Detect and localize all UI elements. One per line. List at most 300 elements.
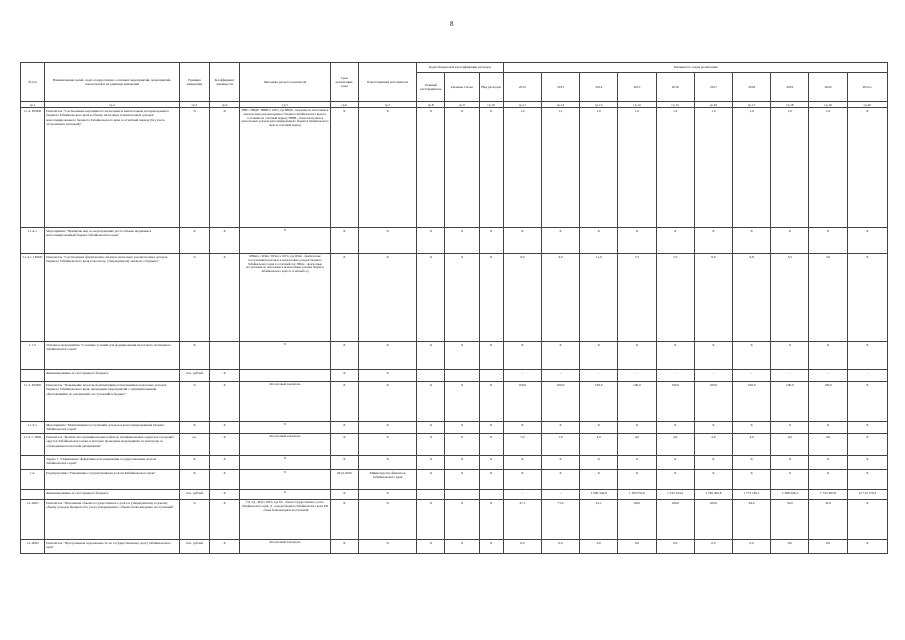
row-cell: X [210, 370, 240, 382]
row-cell: 11,9 [580, 254, 618, 342]
row-cell: X [503, 228, 541, 254]
row-cell: 1 796 400,8 [694, 490, 732, 500]
row-cell: X [809, 342, 847, 370]
row-cell: X [809, 228, 847, 254]
table-row [21, 108, 888, 228]
row-cell: X [210, 422, 240, 434]
row-cell: X [358, 228, 416, 254]
row-number [21, 370, 45, 382]
row-name: Показатель "Соотношение недоимки по налоговым и неналоговым доходам краевого бюджета Забайкальского края к объему налоговых и неналоговых доходов консолидированного бюджета Забайкальского края за отчетный период (без учета отсроченных платежей)" [45, 108, 180, 228]
row-cell: X [541, 456, 579, 470]
row-cell: - [809, 370, 847, 382]
column-number: гр.13 [580, 102, 618, 108]
row-cell: X [541, 422, 579, 434]
table-row [21, 456, 888, 470]
row-cell [417, 370, 445, 382]
row-cell: X [580, 342, 618, 370]
row-cell: X [771, 470, 809, 490]
row-cell: X [358, 434, 416, 456]
row-cell: 100,0 [656, 382, 694, 422]
row-cell: Абсолютный показатель [240, 540, 331, 554]
header-total: Итого [847, 73, 887, 102]
row-cell: X [330, 500, 358, 540]
row-number: 1.2.1П02 [21, 540, 45, 554]
row-cell: 7,2 [618, 254, 656, 342]
header-no: № п/п [21, 63, 45, 102]
row-cell: X [358, 500, 416, 540]
row-cell: - [656, 370, 694, 382]
row-cell: 2014-2020 [330, 470, 358, 490]
row-cell: X [847, 434, 887, 456]
row-cell: X [479, 342, 503, 370]
header-year: 2018 [733, 73, 771, 102]
row-number: 1.1.5.1. [21, 422, 45, 434]
row-cell: - [847, 370, 887, 382]
header-year: 2016 [656, 73, 694, 102]
column-number: гр.15 [656, 102, 694, 108]
row-cell: 4,0 [809, 434, 847, 456]
row-cell: 1 723 483,9 [809, 490, 847, 500]
row-cell: X [847, 254, 887, 342]
row-cell: 1,0 [541, 434, 579, 456]
row-cell: X [179, 342, 209, 370]
row-cell: 0,0 [503, 540, 541, 554]
row-cell: 7,0 [656, 254, 694, 342]
header-name: Наименование целей, задач, подпрограмм, основных мероприятий, мероприятий, показателей и их единицы измерения [45, 63, 180, 102]
row-cell: X [580, 456, 618, 470]
row-cell: X [580, 470, 618, 490]
row-cell: 1,0 [694, 108, 732, 228]
row-cell: ГД / (Д - БП) x 100%, где ГД - объем государственного долга Забайкальского края; Д - доходы бюджета Забайкальского края; БП - объем безвозмездных поступлений [240, 500, 331, 540]
table-body [21, 108, 888, 554]
row-cell: X [445, 254, 479, 342]
row-cell: 9,0 [541, 254, 579, 342]
row-cell [445, 370, 479, 382]
row-cell: - [694, 370, 732, 382]
row-cell: 4,0 [580, 434, 618, 456]
row-cell: X [847, 422, 887, 434]
column-number: гр.3 [179, 102, 209, 108]
header-bc-target: Целевая статья [445, 73, 479, 102]
row-cell: X [330, 490, 358, 500]
column-number: гр.19 [809, 102, 847, 108]
row-cell: X [417, 456, 445, 470]
row-cell: % [179, 382, 209, 422]
row-cell: X [503, 422, 541, 434]
row-cell: X [240, 342, 331, 370]
row-cell: 100,0 [618, 382, 656, 422]
column-number: гр.20 [847, 102, 887, 108]
header-weight: Коэффициент значимости [210, 63, 240, 102]
row-cell: X [733, 422, 771, 434]
row-cell: 1,2 [503, 108, 541, 228]
table-row [21, 342, 888, 370]
row-cell: 100,0 [503, 382, 541, 422]
header-bc-type: Вид расходов [479, 73, 503, 102]
row-cell: X [417, 500, 445, 540]
row-cell: - [541, 490, 579, 500]
header-bc-admin: Главный распорядитель [417, 73, 445, 102]
row-cell: - [503, 370, 541, 382]
header-year: 2019 [771, 73, 809, 102]
row-cell: 0,0 [733, 540, 771, 554]
row-cell: 2 288 526,2 [771, 490, 809, 500]
row-cell: X [479, 456, 503, 470]
row-cell: НН6 = ННД6 / ННВ6 x 100%, где ННД6 - недоимка по налоговым и неналоговым доходам краевого бюджета Забайкальского края по состоянию на отчетный период; ННВ6 - объем налоговых и неналоговых доходов консолидированного бюджета Забайкальского края за отчетный период [240, 108, 331, 228]
row-cell: X [210, 470, 240, 490]
row-cell: X [580, 422, 618, 434]
row-cell: X [618, 470, 656, 490]
row-number: 1.1.4.1. [21, 228, 45, 254]
row-cell: X [733, 228, 771, 254]
row-cell: - [733, 370, 771, 382]
page-number: 8 [450, 20, 454, 28]
row-cell: X [733, 342, 771, 370]
row-cell: X [733, 470, 771, 490]
row-cell: X [847, 540, 887, 554]
row-cell: - [771, 370, 809, 382]
row-cell: X [479, 540, 503, 554]
row-cell: 9,0 [503, 254, 541, 342]
row-cell: X [210, 108, 240, 228]
row-name: Мероприятие "Мобилизация поступлений доходов в консолидированный бюджет Забайкальского края" [45, 422, 180, 434]
row-cell: X [417, 228, 445, 254]
row-cell: 1,0 [771, 108, 809, 228]
row-cell: X [240, 470, 331, 490]
row-cell: 1,0 [656, 108, 694, 228]
row-cell: 12 712 179,3 [847, 490, 887, 500]
row-cell: тыс. рублей [179, 540, 209, 554]
row-cell: X [358, 108, 416, 228]
column-number: гр.10 [479, 102, 503, 108]
row-cell: X [809, 456, 847, 470]
row-cell: X [445, 540, 479, 554]
header-year: 2017 [694, 73, 732, 102]
row-cell: X [240, 456, 331, 470]
row-cell: тыс. рублей [179, 490, 209, 500]
row-cell: 71,0 [541, 500, 579, 540]
row-cell: - [541, 370, 579, 382]
row-name: Показатель "Отношение объема государственного долга к утвержденному годовому объему доходов бюджета без учета утвержденного объема безвозмездных поступлений" [45, 500, 180, 540]
row-cell: X [445, 342, 479, 370]
row-cell: X [210, 254, 240, 342]
row-cell: X [179, 422, 209, 434]
row-cell: Абсолютный показатель [240, 382, 331, 422]
row-cell: X [656, 470, 694, 490]
column-number: гр.8 [417, 102, 445, 108]
row-cell: X [330, 370, 358, 382]
row-name: Показатель "Просроченная задолженность по государственному долгу Забайкальского края" [45, 540, 180, 554]
row-cell: X [240, 490, 331, 500]
header-year: 2015 [618, 73, 656, 102]
row-cell: X [656, 228, 694, 254]
row-cell: X [618, 422, 656, 434]
row-cell [210, 342, 240, 370]
row-cell: X [445, 434, 479, 456]
row-cell: X [417, 540, 445, 554]
row-cell: ед. [179, 434, 209, 456]
row-cell: X [210, 456, 240, 470]
row-cell: X [771, 456, 809, 470]
row-cell: X [771, 422, 809, 434]
row-cell: 1,0 [618, 108, 656, 228]
row-number: 1.2. [21, 470, 45, 490]
column-number: гр.1 [21, 102, 45, 108]
column-number: гр.16 [694, 102, 732, 108]
row-number [21, 490, 45, 500]
table-row [21, 490, 888, 500]
row-cell: X [179, 228, 209, 254]
row-cell: X [417, 434, 445, 456]
row-cell: Министерство финансов Забайкальского края [358, 470, 416, 490]
row-cell: X [445, 422, 479, 434]
row-cell: X [479, 108, 503, 228]
row-cell: X [847, 456, 887, 470]
row-cell: 100,0 [809, 382, 847, 422]
row-cell: X [210, 434, 240, 456]
row-cell: X [656, 342, 694, 370]
row-cell: X [847, 342, 887, 370]
row-cell: X [694, 422, 732, 434]
row-cell: тыс. рублей [179, 370, 209, 382]
row-cell: X [330, 540, 358, 554]
row-cell: X [847, 108, 887, 228]
row-cell: 100,0 [694, 382, 732, 422]
row-cell: X [847, 470, 887, 490]
table-row [21, 382, 888, 422]
row-cell: X [417, 382, 445, 422]
row-cell: X [847, 500, 887, 540]
row-cell: X [618, 228, 656, 254]
table-row [21, 422, 888, 434]
row-cell: X [330, 108, 358, 228]
row-cell: X [179, 456, 209, 470]
row-cell: 32,0 [771, 500, 809, 540]
row-cell: X [330, 422, 358, 434]
row-cell: X [479, 500, 503, 540]
row-cell: 7,0 [503, 434, 541, 456]
row-cell: 1,0 [809, 108, 847, 228]
column-number: гр.12 [541, 102, 579, 108]
row-cell: ФНпнп = ФЗнп / ППнп x 100%, где ФЗнп - фактические поступления налоговых и неналоговых доходов бюджета Забайкальского края за отчетный год; ППнп - прогнозные поступления по налоговым и неналоговым доходам бюджета Забайкальского края за отчетный год [240, 254, 331, 342]
row-cell: X [330, 434, 358, 456]
row-cell: - [503, 490, 541, 500]
table-row [21, 434, 888, 456]
header-unit: Единица измерения [179, 63, 209, 102]
row-cell: X [358, 254, 416, 342]
row-cell: - [580, 370, 618, 382]
header-executor: Ответственный исполнитель [358, 63, 416, 102]
row-cell: 0,0 [771, 540, 809, 554]
row-cell: 4,0 [656, 434, 694, 456]
row-name: Мероприятие "Принятие мер по недопущению роста объема недоимки в консолидированный бюджет Забайкальского края" [45, 228, 180, 254]
row-cell: X [240, 422, 331, 434]
row-cell: X [809, 470, 847, 490]
header-year: 2012 [503, 73, 541, 102]
row-name: Основное мероприятие "Создание условий для формирования налогового потенциала Забайкальского края" [45, 342, 180, 370]
row-cell: 91,1 [580, 500, 618, 540]
row-cell: X [479, 228, 503, 254]
row-cell: X [694, 342, 732, 370]
program-indicators-table [20, 62, 888, 554]
row-cell: X [210, 500, 240, 540]
row-name: Задача 1. "Повышение эффективности управления государственным долгом Забайкальского края" [45, 456, 180, 470]
row-cell: X [417, 342, 445, 370]
column-number: гр.14 [618, 102, 656, 108]
column-number: гр.2 [45, 102, 180, 108]
column-number: гр.9 [445, 102, 479, 108]
row-cell [479, 370, 503, 382]
row-cell: 1 772 195,1 [733, 490, 771, 500]
row-cell: 47,1 [503, 500, 541, 540]
row-cell: X [694, 470, 732, 490]
header-values-title: Значения по годам реализации [503, 63, 887, 73]
column-number: гр.17 [733, 102, 771, 108]
row-cell: X [809, 422, 847, 434]
row-cell: 0,0 [694, 540, 732, 554]
row-cell: X [618, 456, 656, 470]
row-cell [417, 490, 445, 500]
table-row [21, 370, 888, 382]
row-cell: X [179, 470, 209, 490]
row-cell: X [445, 500, 479, 540]
row-cell: 6,8 [733, 254, 771, 342]
column-number: гр.18 [771, 102, 809, 108]
row-number: 1.1.4.1. ПОМ1 [21, 254, 45, 342]
row-cell: X [445, 470, 479, 490]
row-cell: 1,0 [733, 108, 771, 228]
row-cell: X [210, 382, 240, 422]
row-cell: X [445, 382, 479, 422]
row-name: Показатель "Соотношение фактических объемов налоговых и неналоговых доходов бюджета Забайкальского края к прогнозу, утвержденному законом о бюджете" [45, 254, 180, 342]
row-cell: X [330, 254, 358, 342]
row-cell: X [847, 228, 887, 254]
row-cell: 100,0 [694, 500, 732, 540]
row-cell: - [618, 370, 656, 382]
header-year: 2020 [809, 73, 847, 102]
row-cell: % [179, 108, 209, 228]
row-cell: 100,0 [541, 382, 579, 422]
row-cell: X [771, 228, 809, 254]
row-cell: 4,0 [733, 434, 771, 456]
row-cell: 0,0 [580, 540, 618, 554]
column-number: гр.11 [503, 102, 541, 108]
row-cell: X [240, 228, 331, 254]
row-cell: X [479, 254, 503, 342]
row-cell: 1 532 334,2 [656, 490, 694, 500]
row-cell: X [358, 342, 416, 370]
header-year: 2013 [541, 73, 579, 102]
row-cell: X [541, 470, 579, 490]
column-number: гр.5 [240, 102, 331, 108]
row-cell: 99,0 [618, 500, 656, 540]
row-cell: X [358, 382, 416, 422]
row-cell: 0,0 [656, 540, 694, 554]
row-cell: 4,0 [618, 434, 656, 456]
table-row [21, 470, 888, 490]
table-row [21, 228, 888, 254]
row-cell: 94,0 [733, 500, 771, 540]
row-cell: 4,0 [771, 434, 809, 456]
row-cell: X [330, 382, 358, 422]
row-cell: X [847, 382, 887, 422]
row-cell: 100,0 [656, 500, 694, 540]
row-cell: X [445, 108, 479, 228]
row-cell: 0,0 [618, 540, 656, 554]
row-cell: 0,0 [809, 540, 847, 554]
header-year: 2014 [580, 73, 618, 102]
row-number: 1.2.1П01 [21, 500, 45, 540]
row-cell: 100,0 [733, 382, 771, 422]
row-cell: 3,0 [809, 254, 847, 342]
header-budget-class: Коды бюджетной классификации расходов [417, 63, 503, 73]
row-cell: X [656, 422, 694, 434]
row-cell: 0,0 [541, 540, 579, 554]
row-cell: 1 300 552,9 [618, 490, 656, 500]
row-cell: Абсолютный показатель [240, 434, 331, 456]
row-cell: X [358, 370, 416, 382]
table-row [21, 254, 888, 342]
row-cell: X [541, 228, 579, 254]
row-cell: X [479, 470, 503, 490]
row-cell: X [694, 228, 732, 254]
row-cell: % [179, 254, 209, 342]
column-number: гр.4 [210, 102, 240, 108]
row-cell [445, 490, 479, 500]
row-cell: X [445, 228, 479, 254]
row-cell: X [479, 434, 503, 456]
row-cell: 100,0 [580, 382, 618, 422]
row-cell: 1 090 344,8 [580, 490, 618, 500]
row-number [21, 456, 45, 470]
row-cell: 32,0 [809, 500, 847, 540]
table-row [21, 500, 888, 540]
row-cell: X [656, 456, 694, 470]
row-cell: X [330, 228, 358, 254]
row-cell: X [210, 228, 240, 254]
row-name: Финансирование за счет краевого бюджета [45, 370, 180, 382]
row-cell [240, 370, 331, 382]
header-method: Методика расчета показателя [240, 63, 331, 102]
row-cell: X [479, 382, 503, 422]
row-cell: X [479, 422, 503, 434]
column-number: гр.6 [330, 102, 358, 108]
row-cell: X [358, 540, 416, 554]
row-cell: X [358, 456, 416, 470]
row-cell: X [358, 490, 416, 500]
row-cell: X [503, 456, 541, 470]
table-row [21, 540, 888, 554]
row-name: Подпрограмма "Управление государственным долгом Забайкальского края" [45, 470, 180, 490]
row-cell: X [417, 422, 445, 434]
row-cell: X [330, 342, 358, 370]
row-cell: X [503, 470, 541, 490]
row-cell: % [179, 500, 209, 540]
row-cell: X [210, 540, 240, 554]
row-cell: 5,5 [771, 254, 809, 342]
row-cell: X [503, 342, 541, 370]
row-name: Финансирование за счет краевого бюджета [45, 490, 180, 500]
row-cell: X [541, 342, 579, 370]
row-number: 1.1.5.1. ПМ1 [21, 434, 45, 456]
row-cell: 1,0 [580, 108, 618, 228]
row-cell: X [330, 456, 358, 470]
header-term: Срок реализации, годы [330, 63, 358, 102]
row-cell: X [417, 108, 445, 228]
row-cell: X [694, 456, 732, 470]
row-cell: 4,0 [694, 434, 732, 456]
row-cell: X [417, 254, 445, 342]
